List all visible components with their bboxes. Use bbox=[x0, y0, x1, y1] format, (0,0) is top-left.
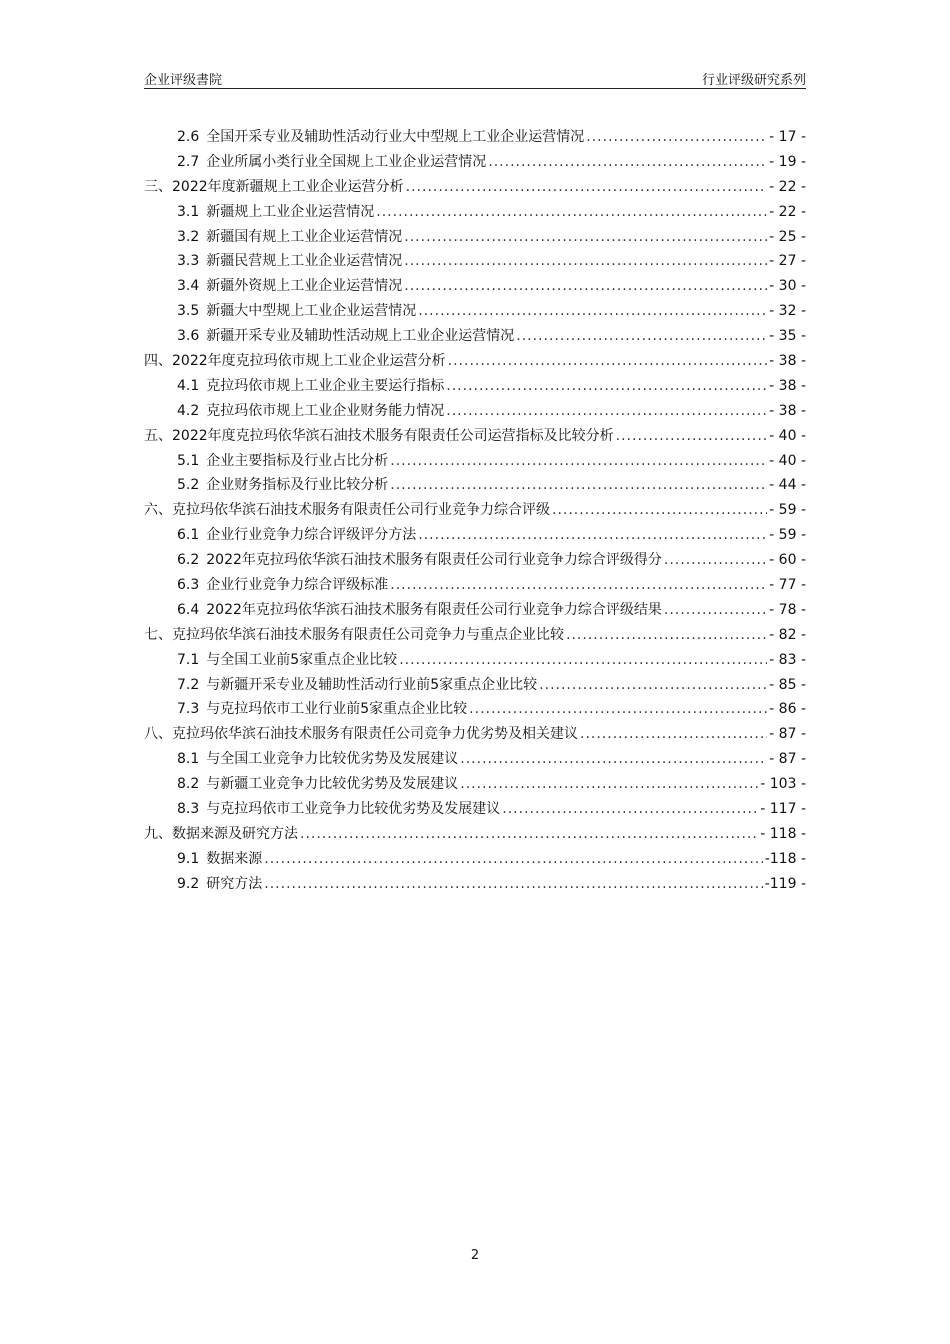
dot-leader bbox=[418, 303, 767, 319]
toc-section-entry[interactable] bbox=[144, 325, 806, 350]
toc-entry-page: - 118 - bbox=[760, 825, 806, 842]
toc-chapter-entry[interactable] bbox=[144, 723, 806, 748]
toc-entry-page: - 30 - bbox=[769, 278, 806, 295]
toc-entry-title: 与克拉玛依市工业竞争力比较优劣势及发展建议 bbox=[206, 801, 501, 818]
toc-chapter-entry[interactable] bbox=[144, 425, 806, 450]
toc-entry-page: - 38 - bbox=[769, 377, 806, 394]
toc-entry-title: 克拉玛依华滨石油技术服务有限责任公司竞争力与重点企业比较 bbox=[172, 626, 564, 643]
toc-entry-page: - 27 - bbox=[769, 253, 806, 270]
toc-section-entry[interactable] bbox=[144, 574, 806, 599]
toc-section-entry[interactable] bbox=[144, 474, 806, 499]
toc-section-entry[interactable] bbox=[144, 201, 806, 226]
header-series: 行业评级研究系列 bbox=[701, 73, 806, 88]
toc-entry-number: 4.2 bbox=[177, 402, 200, 419]
toc-entry-number: 5.2 bbox=[177, 477, 200, 494]
dot-leader bbox=[404, 229, 767, 245]
toc-entry-title: 2022年度克拉玛依华滨石油技术服务有限责任公司运营指标及比较分析 bbox=[172, 427, 614, 444]
header-publisher: 企业评级書院 bbox=[144, 73, 223, 88]
toc-entry-title: 与全国工业竞争力比较优劣势及发展建议 bbox=[206, 751, 459, 768]
toc-entry-page: - 17 - bbox=[769, 129, 806, 145]
toc-entry-number: 3.6 bbox=[177, 328, 200, 345]
toc-section-entry[interactable] bbox=[144, 649, 806, 674]
toc-entry-number: 八、 bbox=[144, 726, 172, 743]
toc-entry-number: 8.3 bbox=[177, 801, 200, 818]
toc-entry-page: - 82 - bbox=[769, 626, 806, 643]
toc-entry-page: - 87 - bbox=[769, 751, 806, 768]
toc-entry-page: - 103 - bbox=[760, 776, 806, 793]
dot-leader bbox=[264, 851, 762, 867]
dot-leader bbox=[488, 154, 767, 170]
toc-entry-page: - 35 - bbox=[769, 328, 806, 345]
toc-entry-page: - 87 - bbox=[769, 726, 806, 743]
dot-leader bbox=[516, 328, 767, 344]
toc-entry-page: -118 - bbox=[764, 850, 806, 867]
dot-leader bbox=[664, 552, 767, 568]
toc-section-entry[interactable] bbox=[144, 748, 806, 773]
toc-section-entry[interactable] bbox=[144, 698, 806, 723]
dot-leader bbox=[446, 378, 767, 394]
toc-entry-title: 企业行业竞争力综合评级标准 bbox=[206, 577, 389, 594]
toc-entry-page: - 85 - bbox=[769, 676, 806, 693]
toc-entry-page: - 40 - bbox=[769, 452, 806, 469]
toc-entry-title: 全国开采专业及辅助性活动行业大中型规上工业企业运营情况 bbox=[206, 129, 585, 145]
toc-entry-number: 3.5 bbox=[177, 303, 200, 320]
dot-leader bbox=[448, 353, 768, 369]
dot-leader bbox=[376, 204, 767, 220]
toc-section-entry[interactable] bbox=[144, 250, 806, 275]
toc-entry-number: 6.4 bbox=[177, 601, 200, 618]
toc-entry-number: 4.1 bbox=[177, 377, 200, 394]
toc-entry-title: 与新疆工业竞争力比较优劣势及发展建议 bbox=[206, 776, 459, 793]
toc-section-entry[interactable] bbox=[144, 674, 806, 699]
toc-entry-title: 克拉玛依市规上工业企业主要运行指标 bbox=[206, 377, 445, 394]
toc-entry-number: 3.3 bbox=[177, 253, 200, 270]
dot-leader bbox=[446, 403, 767, 419]
toc-entry-number: 七、 bbox=[144, 626, 172, 643]
toc-entry-title: 新疆民营规上工业企业运营情况 bbox=[206, 253, 403, 270]
toc-entry-title: 与克拉玛依市工业行业前5家重点企业比较 bbox=[206, 701, 468, 718]
toc-entry-title: 克拉玛依华滨石油技术服务有限责任公司竞争力优劣势及相关建议 bbox=[172, 726, 578, 743]
dot-leader bbox=[390, 477, 767, 493]
toc-entry-number: 3.1 bbox=[177, 203, 200, 220]
toc-entry-number: 2.7 bbox=[177, 153, 200, 170]
toc-section-entry[interactable] bbox=[144, 873, 806, 898]
dot-leader bbox=[469, 701, 767, 717]
toc-entry-number: 8.1 bbox=[177, 751, 200, 768]
toc-entry-page: - 86 - bbox=[769, 701, 806, 718]
toc-section-entry[interactable] bbox=[144, 300, 806, 325]
toc-entry-title: 新疆大中型规上工业企业运营情况 bbox=[206, 303, 417, 320]
toc-entry-title: 新疆外资规上工业企业运营情况 bbox=[206, 278, 403, 295]
toc-entry-title: 企业财务指标及行业比较分析 bbox=[206, 477, 389, 494]
toc-entry-page: - 19 - bbox=[769, 153, 806, 170]
dot-leader bbox=[502, 801, 758, 817]
dot-leader bbox=[566, 627, 767, 643]
toc-entry-number: 九、 bbox=[144, 825, 172, 842]
dot-leader bbox=[460, 751, 767, 767]
toc-entry-page: - 59 - bbox=[769, 502, 806, 519]
page-header bbox=[144, 68, 806, 89]
toc-entry-number: 三、 bbox=[144, 178, 172, 195]
dot-leader bbox=[300, 826, 758, 842]
toc-entry-page: - 77 - bbox=[769, 577, 806, 594]
toc-entry-number: 2.6 bbox=[177, 129, 200, 145]
toc-entry-title: 企业行业竞争力综合评级评分方法 bbox=[206, 527, 417, 544]
toc-entry-title: 数据来源及研究方法 bbox=[172, 825, 298, 842]
dot-leader bbox=[390, 577, 767, 593]
toc-entry-number: 7.3 bbox=[177, 701, 200, 718]
toc-entry-page: - 38 - bbox=[769, 402, 806, 419]
toc-entry-title: 新疆开采专业及辅助性活动规上工业企业运营情况 bbox=[206, 328, 515, 345]
toc-entry-title: 企业主要指标及行业占比分析 bbox=[206, 452, 389, 469]
toc-entry-number: 8.2 bbox=[177, 776, 200, 793]
toc-entry-title: 与全国工业前5家重点企业比较 bbox=[206, 651, 398, 668]
dot-leader bbox=[264, 876, 762, 892]
toc-chapter-entry[interactable] bbox=[144, 624, 806, 649]
toc-entry-title: 2022年度新疆规上工业企业运营分析 bbox=[172, 178, 404, 195]
toc-entry-number: 7.2 bbox=[177, 676, 200, 693]
toc-section-entry[interactable] bbox=[144, 226, 806, 251]
toc-section-entry[interactable] bbox=[144, 599, 806, 624]
page-number: 2 bbox=[470, 1248, 480, 1263]
toc-entry-number: 7.1 bbox=[177, 651, 200, 668]
toc-section-entry[interactable] bbox=[144, 400, 806, 425]
toc-section-entry[interactable] bbox=[144, 275, 806, 300]
toc-section-entry[interactable] bbox=[144, 450, 806, 475]
toc-entry-number: 五、 bbox=[144, 427, 172, 444]
toc-entry-title: 企业所属小类行业全国规上工业企业运营情况 bbox=[206, 153, 487, 170]
toc-entry-page: - 40 - bbox=[769, 427, 806, 444]
dot-leader bbox=[616, 428, 768, 444]
toc-entry-number: 9.1 bbox=[177, 850, 200, 867]
dot-leader bbox=[390, 453, 767, 469]
toc-entry-title: 研究方法 bbox=[206, 875, 263, 892]
toc-section-entry[interactable] bbox=[144, 151, 806, 176]
toc-section-entry[interactable] bbox=[144, 524, 806, 549]
dot-leader bbox=[406, 179, 768, 195]
dot-leader bbox=[460, 776, 758, 792]
toc-section-entry[interactable] bbox=[144, 848, 806, 873]
toc-entry-page: - 22 - bbox=[769, 178, 806, 195]
dot-leader bbox=[664, 602, 767, 618]
toc-entry-page: - 44 - bbox=[769, 477, 806, 494]
toc-entry-title: 2022年克拉玛依华滨石油技术服务有限责任公司行业竞争力综合评级结果 bbox=[206, 601, 662, 618]
toc-entry-title: 新疆国有规上工业企业运营情况 bbox=[206, 228, 403, 245]
toc-entry-number: 四、 bbox=[144, 353, 172, 370]
toc-chapter-entry[interactable] bbox=[144, 176, 806, 201]
toc-entry-page: - 38 - bbox=[769, 353, 806, 370]
dot-leader bbox=[539, 677, 767, 693]
dot-leader bbox=[404, 253, 767, 269]
toc-entry-title: 数据来源 bbox=[206, 850, 263, 867]
toc-entry-title: 克拉玛依华滨石油技术服务有限责任公司行业竞争力综合评级 bbox=[172, 502, 550, 519]
toc-entry-page: - 32 - bbox=[769, 303, 806, 320]
toc-entry-number: 3.4 bbox=[177, 278, 200, 295]
toc-entry-page: - 22 - bbox=[769, 203, 806, 220]
toc-section-entry[interactable] bbox=[144, 126, 806, 151]
table-of-contents bbox=[144, 126, 806, 898]
dot-leader bbox=[404, 278, 767, 294]
dot-leader bbox=[399, 652, 767, 668]
dot-leader bbox=[586, 129, 767, 145]
toc-entry-number: 6.3 bbox=[177, 577, 200, 594]
toc-entry-number: 9.2 bbox=[177, 875, 200, 892]
toc-entry-title: 与新疆开采专业及辅助性活动行业前5家重点企业比较 bbox=[206, 676, 538, 693]
toc-entry-number: 5.1 bbox=[177, 452, 200, 469]
toc-entry-title: 2022年克拉玛依华滨石油技术服务有限责任公司行业竞争力综合评级得分 bbox=[206, 552, 662, 569]
toc-section-entry[interactable] bbox=[144, 773, 806, 798]
toc-entry-page: - 60 - bbox=[769, 552, 806, 569]
dot-leader bbox=[580, 726, 767, 742]
toc-chapter-entry[interactable] bbox=[144, 499, 806, 524]
toc-entry-title: 2022年度克拉玛依市规上工业企业运营分析 bbox=[172, 353, 446, 370]
toc-entry-page: - 25 - bbox=[769, 228, 806, 245]
toc-chapter-entry[interactable] bbox=[144, 350, 806, 375]
toc-entry-title: 新疆规上工业企业运营情况 bbox=[206, 203, 375, 220]
toc-entry-page: - 117 - bbox=[760, 801, 806, 818]
toc-entry-number: 6.2 bbox=[177, 552, 200, 569]
toc-section-entry[interactable] bbox=[144, 549, 806, 574]
toc-entry-page: - 59 - bbox=[769, 527, 806, 544]
toc-entry-number: 3.2 bbox=[177, 228, 200, 245]
toc-entry-title: 克拉玛依市规上工业企业财务能力情况 bbox=[206, 402, 445, 419]
dot-leader bbox=[418, 527, 767, 543]
toc-entry-page: - 83 - bbox=[769, 651, 806, 668]
toc-entry-page: - 78 - bbox=[769, 601, 806, 618]
toc-chapter-entry[interactable] bbox=[144, 823, 806, 848]
toc-section-entry[interactable] bbox=[144, 375, 806, 400]
toc-section-entry[interactable] bbox=[144, 798, 806, 823]
toc-entry-number: 6.1 bbox=[177, 527, 200, 544]
toc-entry-number: 六、 bbox=[144, 502, 172, 519]
toc-entry-page: -119 - bbox=[764, 875, 806, 892]
dot-leader bbox=[552, 502, 767, 518]
